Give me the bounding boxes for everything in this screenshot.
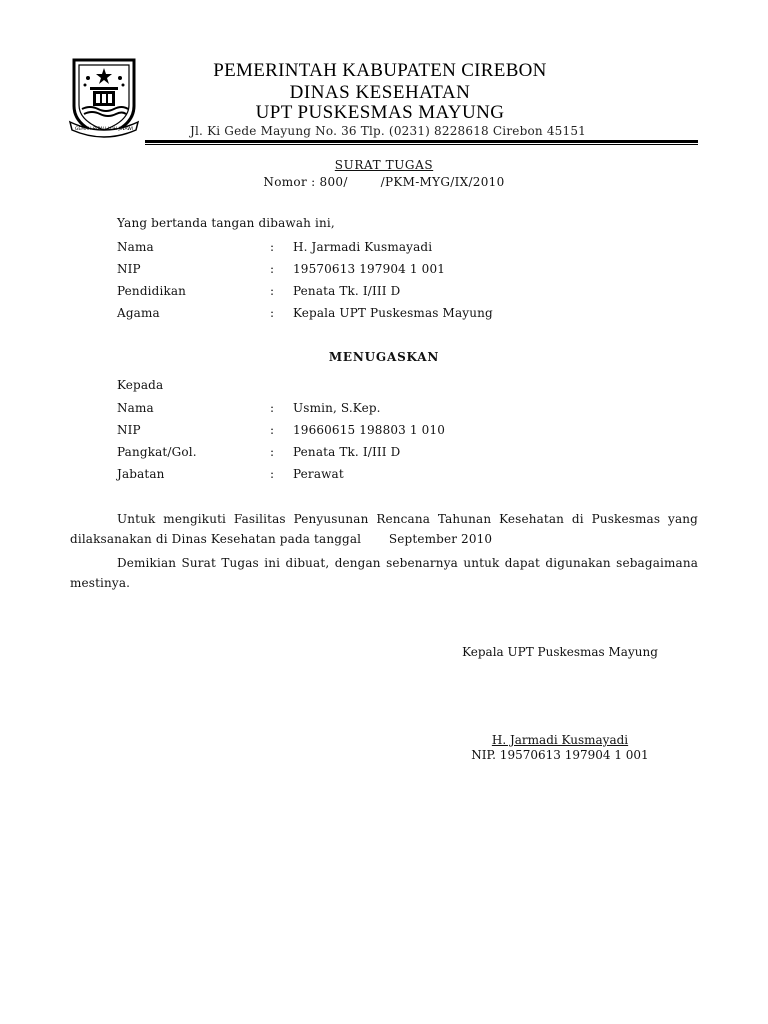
- assignee-value-position: Perawat: [293, 467, 344, 481]
- signer-sep: :: [270, 240, 275, 254]
- assignee-sep: :: [270, 423, 275, 437]
- assignee-sep: :: [270, 467, 275, 481]
- signer-sep: :: [270, 306, 275, 320]
- assignee-label-rank: Pangkat/Gol.: [117, 445, 197, 459]
- signature-name: H. Jarmadi Kusmayadi: [491, 733, 629, 747]
- assignee-value-name: Usmin, S.Kep.: [293, 401, 381, 415]
- government-name: PEMERINTAH KABUPATEN CIREBON: [213, 60, 547, 81]
- assignee-value-rank: Penata Tk. I/III D: [293, 445, 401, 459]
- paragraph-1-line-2: dilaksanakan di Dinas Kesehatan pada tanggal September 2010: [70, 532, 493, 546]
- signer-label-nip: NIP: [117, 262, 141, 276]
- signer-value-name: H. Jarmadi Kusmayadi: [293, 240, 433, 254]
- assignee-label-name: Nama: [117, 401, 154, 415]
- document-title: SURAT TUGAS: [334, 158, 434, 172]
- paragraph-2-line-2: mestinya.: [70, 576, 131, 590]
- assignee-label-position: Jabatan: [117, 467, 165, 481]
- cirebon-emblem-icon: [66, 56, 142, 140]
- signer-label-religion: Agama: [117, 306, 160, 320]
- signer-value-nip: 19570613 197904 1 001: [293, 262, 446, 276]
- signer-sep: :: [270, 262, 275, 276]
- letterhead-rule-thick: [145, 140, 698, 143]
- assign-heading: MENUGASKAN: [328, 350, 440, 364]
- signer-value-education: Penata Tk. I/III D: [293, 284, 401, 298]
- signer-sep: :: [270, 284, 275, 298]
- assignee-label-nip: NIP: [117, 423, 141, 437]
- signer-label-education: Pendidikan: [117, 284, 187, 298]
- letterhead-rule-thin: [145, 144, 698, 145]
- office-address: Jl. Ki Gede Mayung No. 36 Tlp. (0231) 8228618 Cirebon 45151: [190, 124, 586, 138]
- document-number: Nomor : 800/ /PKM-MYG/IX/2010: [263, 175, 505, 189]
- emblem-ribbon-text: GEMAH RIPAH LOH JINAWI: [74, 127, 134, 132]
- paragraph-1-line-1: Untuk mengikuti Fasilitas Penyusunan Rencana Tahunan Kesehatan di Puskesmas yang: [117, 512, 698, 526]
- unit-name: UPT PUSKESMAS MAYUNG: [255, 102, 505, 123]
- signature-title: Kepala UPT Puskesmas Mayung: [462, 645, 658, 659]
- paragraph-2-line-1: Demikian Surat Tugas ini dibuat, dengan sebenarnya untuk dapat digunakan sebagaimana: [117, 556, 698, 570]
- assignee-sep: :: [270, 445, 275, 459]
- agency-name: DINAS KESEHATAN: [289, 82, 471, 103]
- signature-nip: NIP. 19570613 197904 1 001: [471, 748, 649, 762]
- signer-value-religion: Kepala UPT Puskesmas Mayung: [293, 306, 493, 320]
- assignee-sep: :: [270, 401, 275, 415]
- assignee-value-nip: 19660615 198803 1 010: [293, 423, 446, 437]
- assignee-intro: Kepada: [117, 378, 164, 392]
- signer-intro: Yang bertanda tangan dibawah ini,: [117, 216, 335, 230]
- signer-label-name: Nama: [117, 240, 154, 254]
